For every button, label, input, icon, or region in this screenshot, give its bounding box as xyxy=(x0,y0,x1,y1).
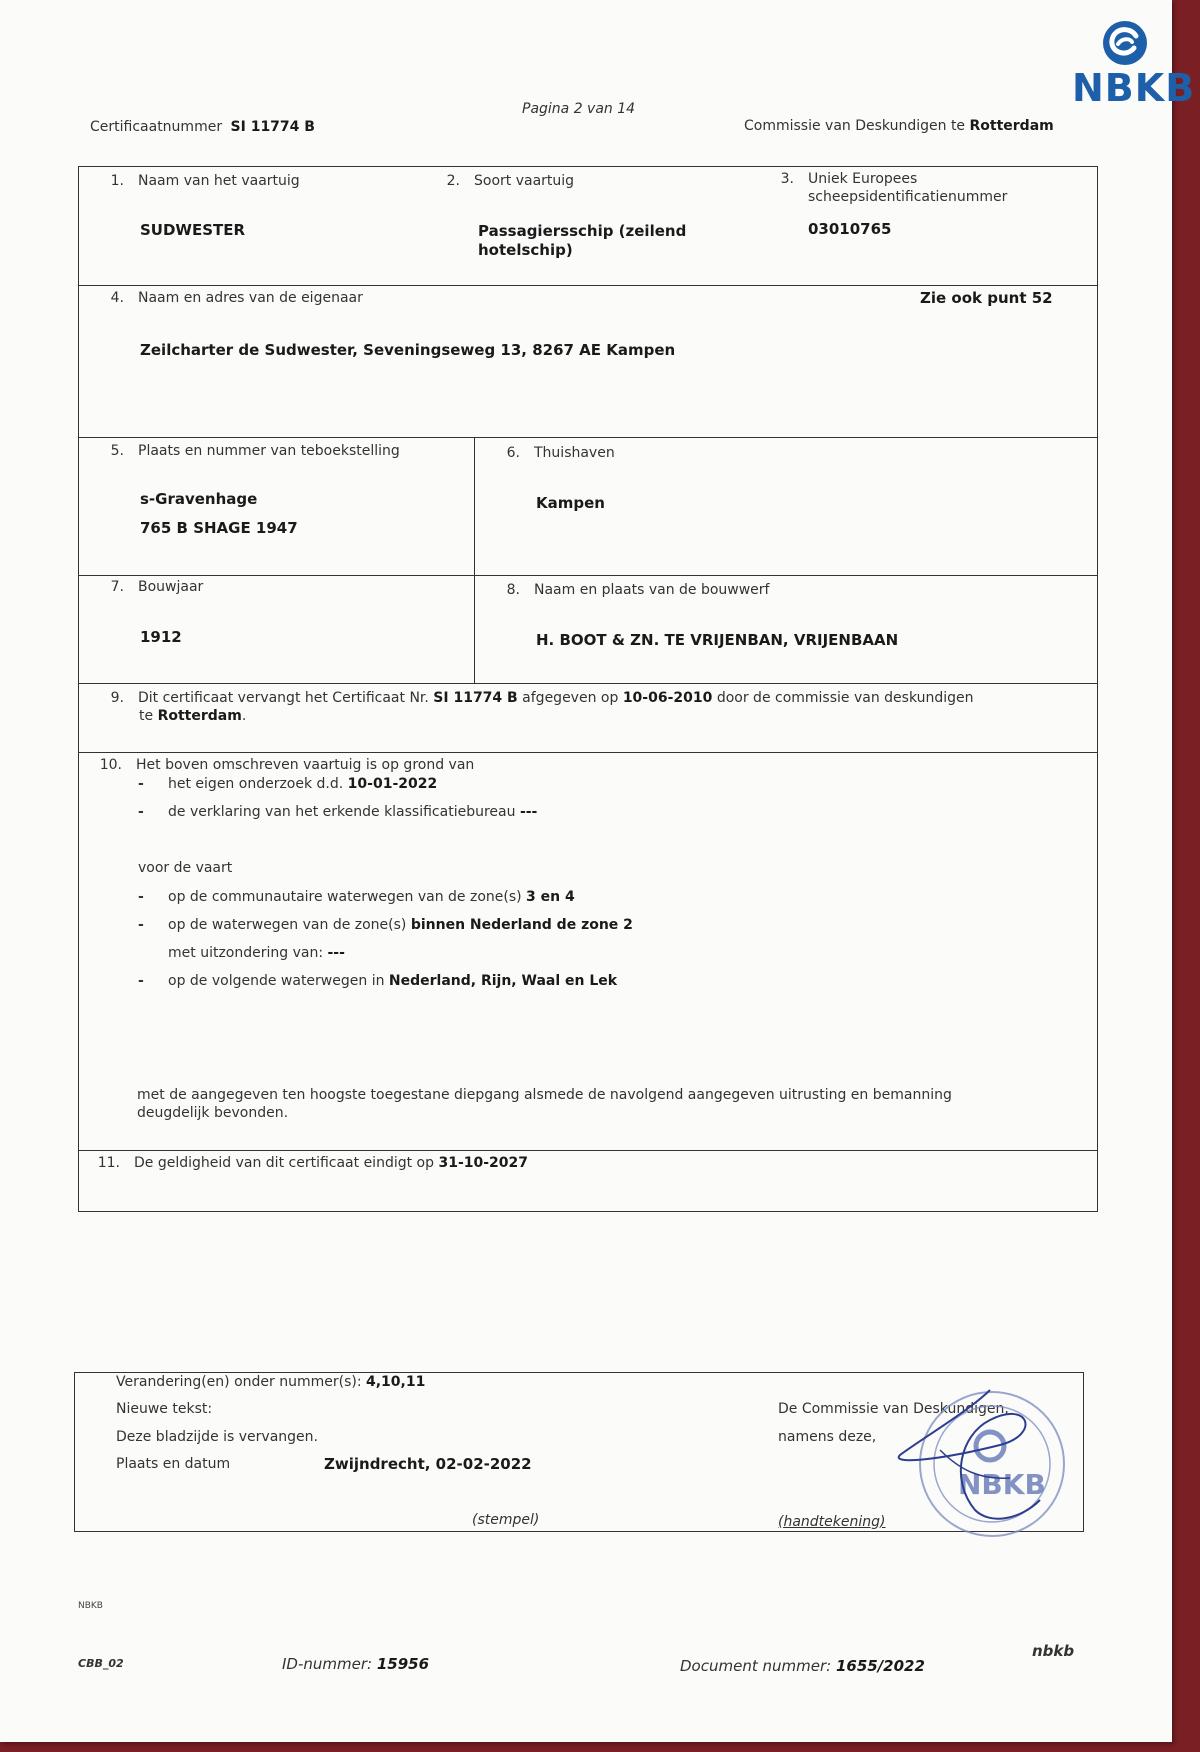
registration-place: s-Gravenhage xyxy=(140,490,258,508)
field-10-zone-2: - op de waterwegen van de zone(s) binnen Nederland de zone 2 xyxy=(138,917,633,933)
shipyard: H. BOOT & ZN. TE VRIJENBAN, VRIJENBAAN xyxy=(536,631,899,649)
field-9-text: 9. Dit certificaat vervangt het Certificaat Nr. SI 11774 B afgegeven op 10-06-2010 door de commissie van deskundigen xyxy=(110,690,974,706)
field-1-label: 1. Naam van het vaartuig xyxy=(110,173,300,189)
vessel-type-line2: hotelschip) xyxy=(478,241,573,259)
field-10-basis-2: - de verklaring van het erkende klassificatiebureau --- xyxy=(138,804,538,820)
commission-signoff-1: De Commissie van Deskundigen, xyxy=(778,1401,1009,1417)
footer-document-number: Document nummer: 1655/2022 xyxy=(680,1657,925,1675)
column-divider xyxy=(474,437,475,683)
build-year: 1912 xyxy=(140,628,182,646)
commission-city: Rotterdam xyxy=(969,118,1054,134)
field-10-intro: 10. Het boven omschreven vaartuig is op grond van xyxy=(99,757,475,773)
registration-number: 765 B SHAGE 1947 xyxy=(140,519,298,537)
footer-id: ID-nummer: 15956 xyxy=(282,1655,430,1673)
divider-line xyxy=(78,1150,1098,1151)
field-10-waterways: - op de volgende waterwegen in Nederland, Rijn, Waal en Lek xyxy=(138,973,618,989)
field-3-label: 3. Uniek Europees xyxy=(780,171,918,187)
changes-place-label: Plaats en datum xyxy=(116,1456,231,1472)
field-3-label-line2: scheepsidentificatienummer xyxy=(808,189,1008,205)
cert-number-value: SI 11774 B xyxy=(230,119,315,135)
footer-code: CBB_02 xyxy=(78,1657,124,1670)
stamp-caption: (stempel) xyxy=(472,1512,540,1528)
nbkb-logo-text: NBKB xyxy=(1072,66,1196,110)
changes-numbers: Verandering(en) onder nummer(s): 4,10,11 xyxy=(116,1374,426,1390)
signature-caption: (handtekening) xyxy=(778,1514,886,1530)
vessel-name: SUDWESTER xyxy=(140,221,246,239)
field-10-voor: voor de vaart xyxy=(138,860,233,876)
certificate-number-header xyxy=(90,119,315,135)
owner-name-address: Zeilcharter de Sudwester, Seveningseweg 13, 8267 AE Kampen xyxy=(140,341,676,359)
svg-text:NBKB: NBKB xyxy=(958,1468,1046,1501)
field-10-zone-1: - op de communautaire waterwegen van de zone(s) 3 en 4 xyxy=(138,889,575,905)
cert-number-label: Certificaatnummer xyxy=(90,119,223,135)
signature-icon xyxy=(880,1380,1080,1530)
home-port: Kampen xyxy=(536,494,605,512)
commission-signoff-2: namens deze, xyxy=(778,1429,877,1445)
eni-number: 03010765 xyxy=(808,220,892,238)
commission-prefix: Commissie van Deskundigen te xyxy=(744,118,966,134)
field-8-label: 8. Naam en plaats van de bouwwerf xyxy=(506,582,770,598)
field-10-closing-1: met de aangegeven ten hoogste toegestane diepgang alsmede de navolgend aangegeven uitrusting en bemanning xyxy=(137,1087,952,1103)
commission-header xyxy=(744,118,1054,134)
changes-place-value: Zwijndrecht, 02-02-2022 xyxy=(324,1455,532,1473)
changes-replace: Deze bladzijde is vervangen. xyxy=(116,1429,318,1445)
divider-line xyxy=(78,683,1098,684)
divider-line xyxy=(78,285,1098,286)
footer-brand: nbkb xyxy=(1032,1642,1075,1660)
divider-line xyxy=(78,437,1098,438)
field-6-label: 6. Thuishaven xyxy=(506,445,615,461)
field-5-label: 5. Plaats en nummer van teboekstelling xyxy=(110,443,400,459)
field-10-closing-2: deugdelijk bevonden. xyxy=(137,1105,289,1121)
field-4-label: 4. Naam en adres van de eigenaar xyxy=(110,290,363,306)
divider-line xyxy=(78,752,1098,753)
vessel-type-line1: Passagiersschip (zeilend xyxy=(478,222,687,240)
field-10-basis-1: - het eigen onderzoek d.d. 10-01-2022 xyxy=(138,776,438,792)
nbkb-logo-icon xyxy=(1100,18,1150,68)
footer-small-logo: NBKB xyxy=(78,1601,103,1611)
field-9-text-line2: te Rotterdam. xyxy=(139,708,247,724)
field-2-label: 2. Soort vaartuig xyxy=(446,173,575,189)
field-11-validity: 11. De geldigheid van dit certificaat eindigt op 31-10-2027 xyxy=(97,1155,529,1171)
owner-note: Zie ook punt 52 xyxy=(920,289,1053,307)
changes-new-text: Nieuwe tekst: xyxy=(116,1401,213,1417)
page-indicator: Pagina 2 van 14 xyxy=(522,101,636,117)
field-7-label: 7. Bouwjaar xyxy=(110,579,204,595)
divider-line xyxy=(78,575,1098,576)
field-10-exception: met uitzondering van: --- xyxy=(168,945,345,961)
